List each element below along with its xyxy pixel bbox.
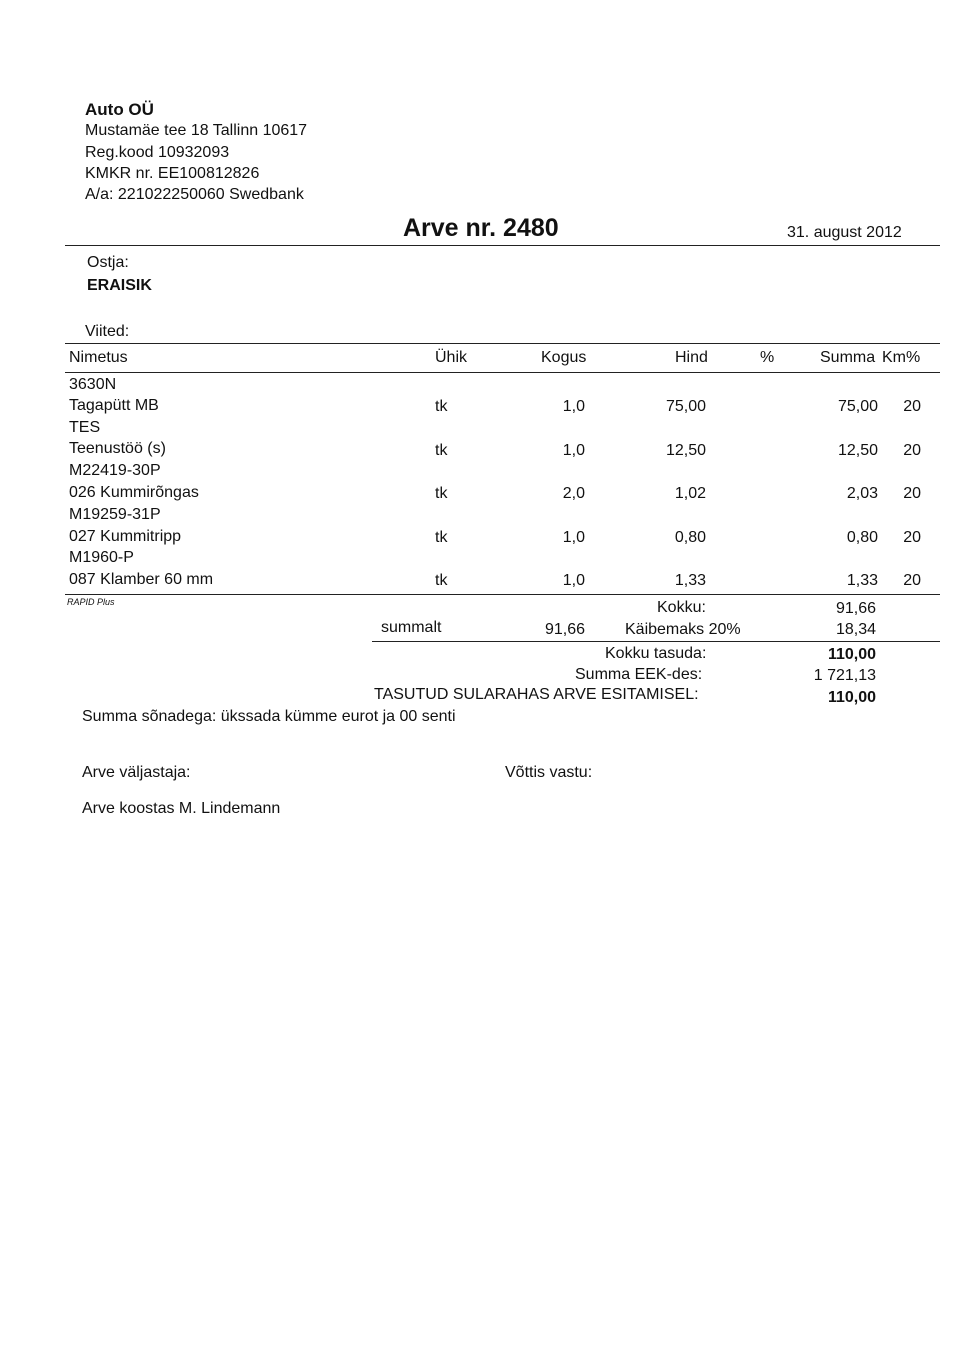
totals-divider (372, 641, 940, 642)
row-vat: 20 (903, 398, 921, 415)
row-qty: 1,0 (562, 442, 585, 459)
row-price: 1,33 (674, 572, 706, 589)
received-by-label: Võttis vastu: (505, 764, 593, 781)
col-header-vat: Km% (882, 349, 921, 366)
row-qty: 1,0 (562, 398, 585, 415)
row-sum: 12,50 (837, 442, 878, 459)
row-unit: tk (435, 398, 448, 415)
vat-value: 18,34 (835, 621, 876, 638)
summalt-label: summalt (381, 619, 442, 636)
invoice-title: Arve nr. 2480 (403, 214, 559, 242)
header-bottom-divider (65, 372, 940, 373)
table-bottom-divider (65, 594, 940, 595)
paid-label: TASUTUD SULARAHAS ARVE ESITAMISEL: (374, 686, 699, 703)
to-pay-value: 110,00 (827, 646, 876, 663)
col-header-qty: Kogus (541, 349, 587, 366)
col-header-unit: Ühik (435, 349, 468, 366)
col-header-name: Nimetus (69, 349, 128, 366)
row-vat: 20 (903, 529, 921, 546)
row-vat: 20 (903, 572, 921, 589)
buyer-label: Ostja: (87, 254, 129, 271)
buyer-name: ERAISIK (87, 277, 152, 294)
row-sum: 75,00 (837, 398, 878, 415)
compiled-by: Arve koostas M. Lindemann (82, 800, 281, 817)
row-qty: 1,0 (562, 529, 585, 546)
to-pay-label: Kokku tasuda: (605, 645, 707, 662)
row-name: 087 Klamber 60 mm (69, 571, 214, 588)
col-header-sum: Summa (820, 349, 876, 366)
row-vat: 20 (903, 442, 921, 459)
references-label: Viited: (85, 323, 130, 340)
row-name: Teenustöö (s) (69, 440, 166, 457)
row-sum: 1,33 (846, 572, 878, 589)
row-price: 0,80 (674, 529, 706, 546)
col-header-discount: % (760, 349, 775, 366)
row-code: M1960-P (69, 549, 134, 566)
row-name: Tagapütt MB (69, 397, 159, 414)
row-name: 027 Kummitripp (69, 528, 182, 545)
row-vat: 20 (903, 485, 921, 502)
row-price: 1,02 (674, 485, 706, 502)
summalt-value: 91,66 (544, 621, 585, 638)
row-name: 026 Kummirõngas (69, 484, 199, 501)
paid-value: 110,00 (827, 689, 876, 706)
invoice-date: 31. august 2012 (787, 224, 902, 241)
eek-label: Summa EEK-des: (575, 666, 703, 683)
seller-reg-code: Reg.kood 10932093 (85, 144, 230, 161)
row-code: M22419-30P (69, 462, 161, 479)
eek-value: 1 721,13 (813, 667, 876, 684)
row-qty: 1,0 (562, 572, 585, 589)
col-header-price: Hind (675, 349, 708, 366)
seller-address: Mustamäe tee 18 Tallinn 10617 (85, 122, 308, 139)
issuer-label: Arve väljastaja: (82, 764, 191, 781)
row-qty: 2,0 (562, 485, 585, 502)
row-unit: tk (435, 529, 448, 546)
row-code: TES (69, 419, 101, 436)
kokku-label: Kokku: (657, 599, 706, 616)
row-unit: tk (435, 485, 448, 502)
row-unit: tk (435, 572, 448, 589)
row-price: 75,00 (665, 398, 706, 415)
seller-name: Auto OÜ (85, 100, 154, 119)
row-sum: 2,03 (846, 485, 878, 502)
title-divider (65, 245, 940, 246)
kokku-value: 91,66 (835, 600, 876, 617)
row-code: 3630N (69, 376, 117, 393)
vat-label: Käibemaks 20% (625, 621, 741, 638)
row-unit: tk (435, 442, 448, 459)
amount-in-words: Summa sõnadega: ükssada kümme eurot ja 00 senti (82, 708, 456, 725)
row-sum: 0,80 (846, 529, 878, 546)
software-mark: RAPID Plus (67, 597, 115, 607)
seller-bank-account: A/a: 221022250060 Swedbank (85, 186, 304, 203)
row-code: M19259-31P (69, 506, 161, 523)
row-price: 12,50 (665, 442, 706, 459)
header-top-divider (65, 343, 940, 344)
seller-vat-number: KMKR nr. EE100812826 (85, 165, 260, 182)
